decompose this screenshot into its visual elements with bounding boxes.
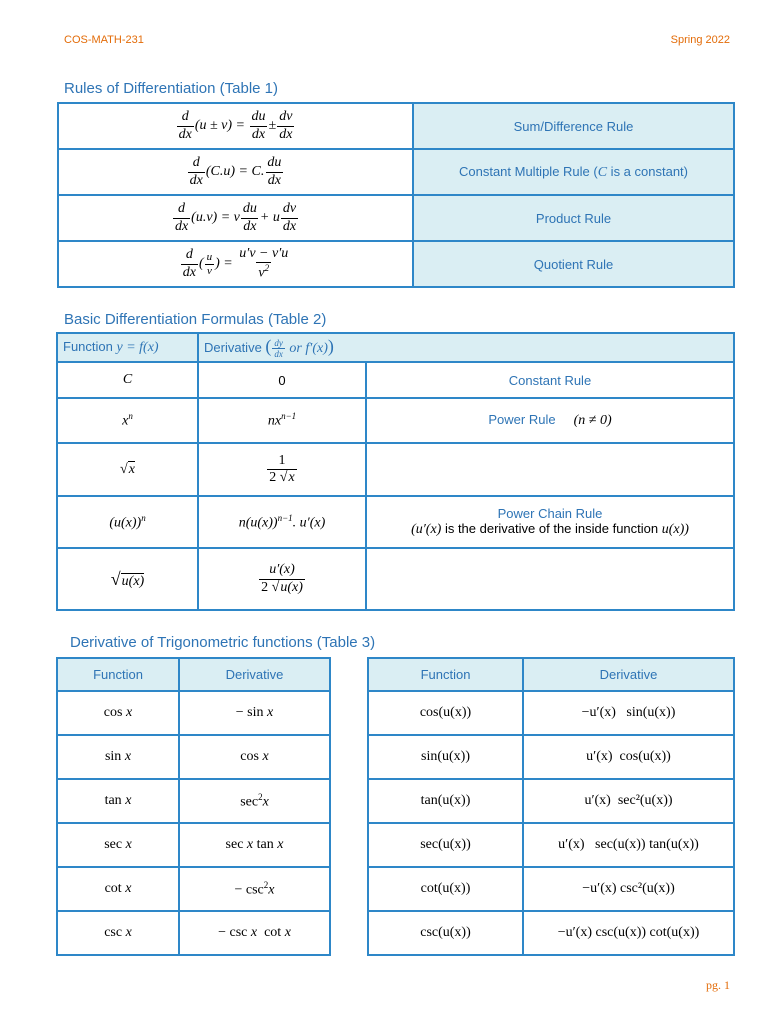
page-number: pg. 1 [706, 978, 730, 992]
rule-name: Product Rule [413, 195, 734, 241]
function-cell: tan(u(x)) [368, 779, 523, 823]
function-cell: $x^n$ [57, 398, 198, 443]
function-cell: cot(u(x)) [368, 867, 523, 911]
function-column-header: Function y = f(x) [57, 333, 198, 362]
table-row [368, 867, 734, 911]
basic-differentiation-table [56, 332, 735, 611]
function-cell: √u(x) [57, 548, 198, 610]
product-rule-formula: $\frac{d}{dx}$ (u.v) = v $\frac{du}{dx}$ + u $\frac{dv}{dx}$ [58, 195, 413, 241]
table-header-row [57, 658, 330, 691]
function-cell: tan x [57, 779, 179, 823]
derivative-cell: u′(x) cos(u(x)) [523, 735, 734, 779]
table-header-row [368, 658, 734, 691]
derivative-cell: cos x [179, 735, 330, 779]
derivative-header: Derivative [523, 658, 734, 691]
table-row [368, 823, 734, 867]
function-cell: csc(u(x)) [368, 911, 523, 955]
function-cell: sin x [57, 735, 179, 779]
table-row [57, 779, 330, 823]
derivative-cell: − csc x cot x [179, 911, 330, 955]
derivative-cell: −u′(x) csc(u(x)) cot(u(x)) [523, 911, 734, 955]
function-cell: csc x [57, 911, 179, 955]
table-row [58, 149, 734, 195]
trig-derivatives-table-chain [367, 657, 735, 956]
table-row [57, 443, 734, 496]
derivative-cell: u′(x) sec²(u(x)) [523, 779, 734, 823]
function-header: Function [57, 658, 179, 691]
table-row [57, 398, 734, 443]
derivative-cell: sec x tan x [179, 823, 330, 867]
rule-cell: Constant Rule [366, 362, 734, 398]
sum-rule-formula: $\frac{d}{dx}$ (u ± v) = $\frac{du}{dx}$ ± $\frac{dv}{dx}$ [58, 103, 413, 149]
function-cell: C [57, 362, 198, 398]
table-row [57, 691, 330, 735]
function-cell: √x [57, 443, 198, 496]
table3-title: Derivative of Trigonometric functions (Table 3) [70, 634, 376, 651]
derivative-header: Derivative [179, 658, 330, 691]
rule-cell: Power Chain Rule (u′(x) is the derivative of the inside function u(x)) [366, 496, 734, 548]
table-header-row [57, 333, 734, 362]
table1-title: Rules of Differentiation (Table 1) [64, 80, 278, 97]
table-row [57, 911, 330, 955]
derivative-cell: −u′(x) csc²(u(x)) [523, 867, 734, 911]
derivative-column-header: Derivative ( $\frac{dy}{dx}$ or f′(x)) [198, 333, 734, 362]
derivative-cell: $\sec^2x$ [179, 779, 330, 823]
table-row [57, 362, 734, 398]
derivative-cell: $n(u(x))^{n-1}$. u′(x) [198, 496, 366, 548]
trig-derivatives-table-basic [56, 657, 331, 956]
function-cell: $(u(x))^n$ [57, 496, 198, 548]
table-row [58, 195, 734, 241]
table-row [368, 779, 734, 823]
function-cell: cos x [57, 691, 179, 735]
table-row [368, 911, 734, 955]
constant-multiple-formula: $\frac{d}{dx}$ (C.u) = C. $\frac{du}{dx}$ [58, 149, 413, 195]
rule-cell [366, 443, 734, 496]
function-cell: cos(u(x)) [368, 691, 523, 735]
rule-cell: Power Rule (n ≠ 0) [366, 398, 734, 443]
quotient-rule-formula: $\frac{d}{dx}$ ( $\frac{u}{v}$ ) = $\frac{u'v - v'u}{v^2}$ [58, 241, 413, 287]
derivative-cell: − sin x [179, 691, 330, 735]
function-cell: sec x [57, 823, 179, 867]
table-row [57, 735, 330, 779]
rules-of-differentiation-table [57, 102, 735, 288]
table-row [57, 867, 330, 911]
derivative-cell: −u′(x) sin(u(x)) [523, 691, 734, 735]
term-label: Spring 2022 [670, 34, 730, 46]
table-row [57, 823, 330, 867]
function-cell: cot x [57, 867, 179, 911]
derivative-cell: − $\csc^2x$ [179, 867, 330, 911]
course-code: COS-MATH-231 [64, 34, 144, 46]
derivative-cell: 0 [198, 362, 366, 398]
table2-title: Basic Differentiation Formulas (Table 2) [64, 311, 327, 328]
derivative-cell: $nx^{n-1}$ [198, 398, 366, 443]
function-cell: sec(u(x)) [368, 823, 523, 867]
table-row [57, 496, 734, 548]
function-cell: sin(u(x)) [368, 735, 523, 779]
table-row [58, 103, 734, 149]
table-row [58, 241, 734, 287]
rule-name: Quotient Rule [413, 241, 734, 287]
function-header: Function [368, 658, 523, 691]
rule-cell [366, 548, 734, 610]
rule-name: Constant Multiple Rule (C is a constant) [413, 149, 734, 195]
derivative-cell: u′(x) sec(u(x)) tan(u(x)) [523, 823, 734, 867]
derivative-cell: $\frac{u'(x)}{2 √u(x)}$ [198, 548, 366, 610]
rule-name: Sum/Difference Rule [413, 103, 734, 149]
derivative-cell: $\frac{1}{2 √x}$ [198, 443, 366, 496]
table-row [368, 735, 734, 779]
table-row [368, 691, 734, 735]
table-row [57, 548, 734, 610]
